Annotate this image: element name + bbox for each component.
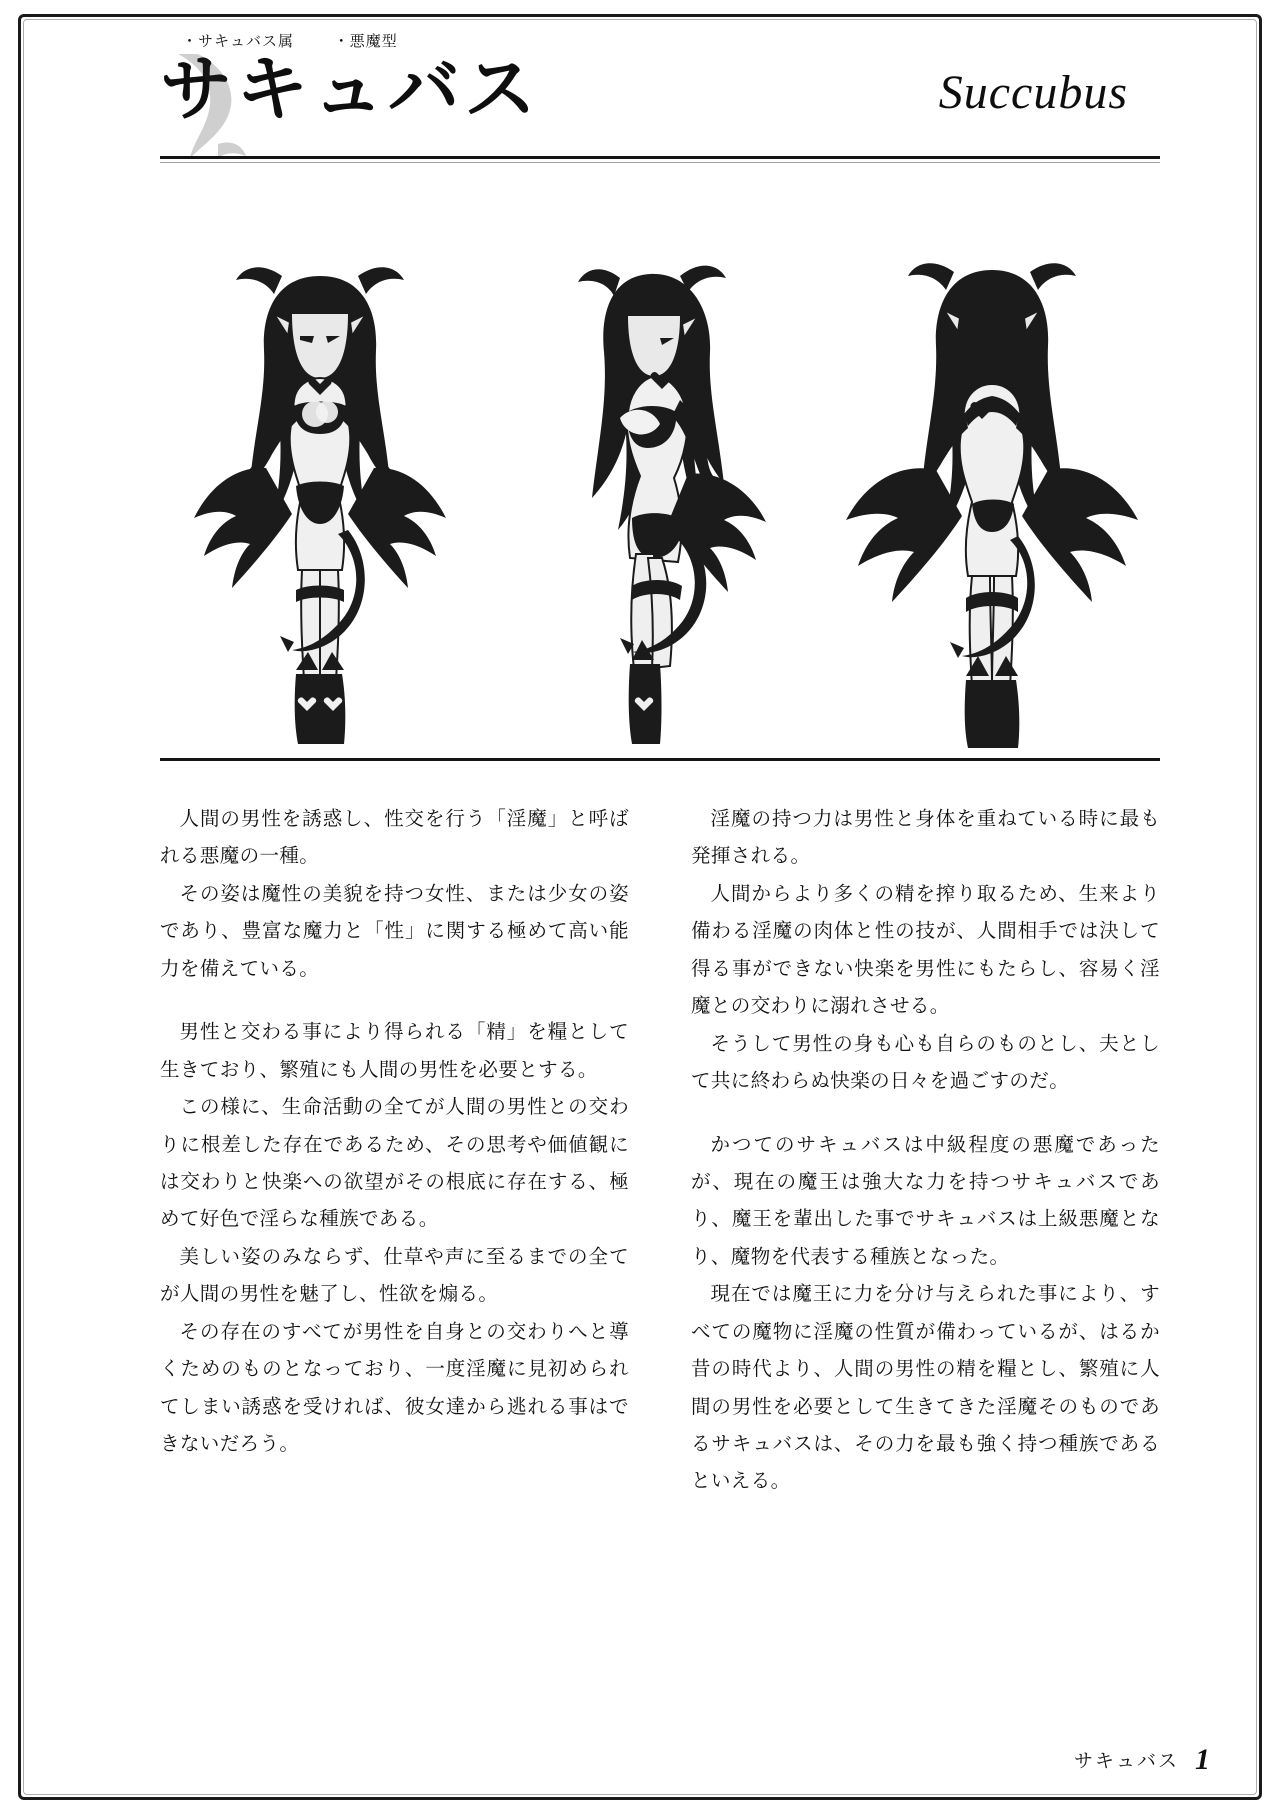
paragraph: この様に、生命活動の全てが人間の男性との交わりに根差した存在であるため、その思考や価値観には交わりと快楽への欲望がその根底に存在する、極めて好色で淫らな種族である。 bbox=[160, 1095, 629, 1231]
body-column-left bbox=[160, 800, 629, 1500]
page-footer bbox=[1073, 1743, 1210, 1776]
paragraph: 人間の男性を誘惑し、性交を行う「淫魔」と呼ばれる悪魔の一種。 bbox=[160, 807, 629, 868]
paragraph: 美しい姿のみならず、仕草や声に至るまでの全てが人間の男性を魅了し、性欲を煽る。 bbox=[160, 1244, 629, 1306]
figure-side-view bbox=[512, 218, 802, 758]
paragraph: かつてのサキュバスは中級程度の悪魔であったが、現在の魔王は強大な力を持つサキュバスであり、魔王を輩出した事でサキュバスは上級悪魔となり、魔物を代表する種族となった。 bbox=[691, 1132, 1160, 1268]
kicker-item-genus: ・サキュバス属 bbox=[182, 32, 295, 50]
header-divider bbox=[160, 156, 1160, 159]
paragraph: 男性と交わる事により得られる「精」を糧として生きており、繁殖にも人間の男性を必要とする。 bbox=[160, 1020, 629, 1081]
paragraph: 淫魔の持つ力は男性と身体を重ねている時に最も発揮される。 bbox=[691, 807, 1160, 868]
paragraph: そうして男性の身も心も自らのものとし、夫として共に終わらぬ快楽の日々を過ごすのだ。 bbox=[691, 1031, 1160, 1093]
illustration-band bbox=[160, 178, 1160, 758]
page-title-jp: サキュバス bbox=[160, 47, 541, 131]
figure-back-view bbox=[832, 218, 1152, 758]
page-title-en: Succubus bbox=[938, 66, 1128, 120]
body-columns bbox=[160, 800, 1160, 1500]
title-row bbox=[160, 47, 1160, 131]
paragraph: その存在のすべてが男性を自身との交わりへと導くためのものとなっており、一度淫魔に見初められてしまい誘惑を受ければ、彼女達から逃れる事はできないだろう。 bbox=[160, 1319, 629, 1455]
body-column-right bbox=[691, 800, 1160, 1500]
figure-front-view bbox=[170, 218, 470, 758]
paragraph: その姿は魔性の美貌を持つ女性、または少女の姿であり、豊富な魔力と「性」に関する極めて高い能力を備えている。 bbox=[160, 881, 629, 980]
footer-title: サキュバス bbox=[1073, 1750, 1179, 1772]
illustration-divider bbox=[160, 758, 1160, 761]
paragraph: 現在では魔王に力を分け与えられた事により、すべての魔物に淫魔の性質が備わっているが、はるか昔の時代より、人間の男性の精を糧とし、繁殖に人間の男性を必要として生きてきた淫魔そのものであるサキュバスは、その力を最も強く持つ種族であるといえる。 bbox=[691, 1282, 1160, 1493]
kicker-item-type: ・悪魔型 bbox=[333, 32, 398, 50]
paragraph: 人間からより多くの精を搾り取るため、生来より備わる淫魔の肉体と性の技が、人間相手では決して得る事ができない快楽を男性にもたらし、容易く淫魔との交わりに溺れさせる。 bbox=[691, 881, 1160, 1018]
page-number: 1 bbox=[1195, 1743, 1210, 1776]
page-header bbox=[160, 30, 1160, 170]
